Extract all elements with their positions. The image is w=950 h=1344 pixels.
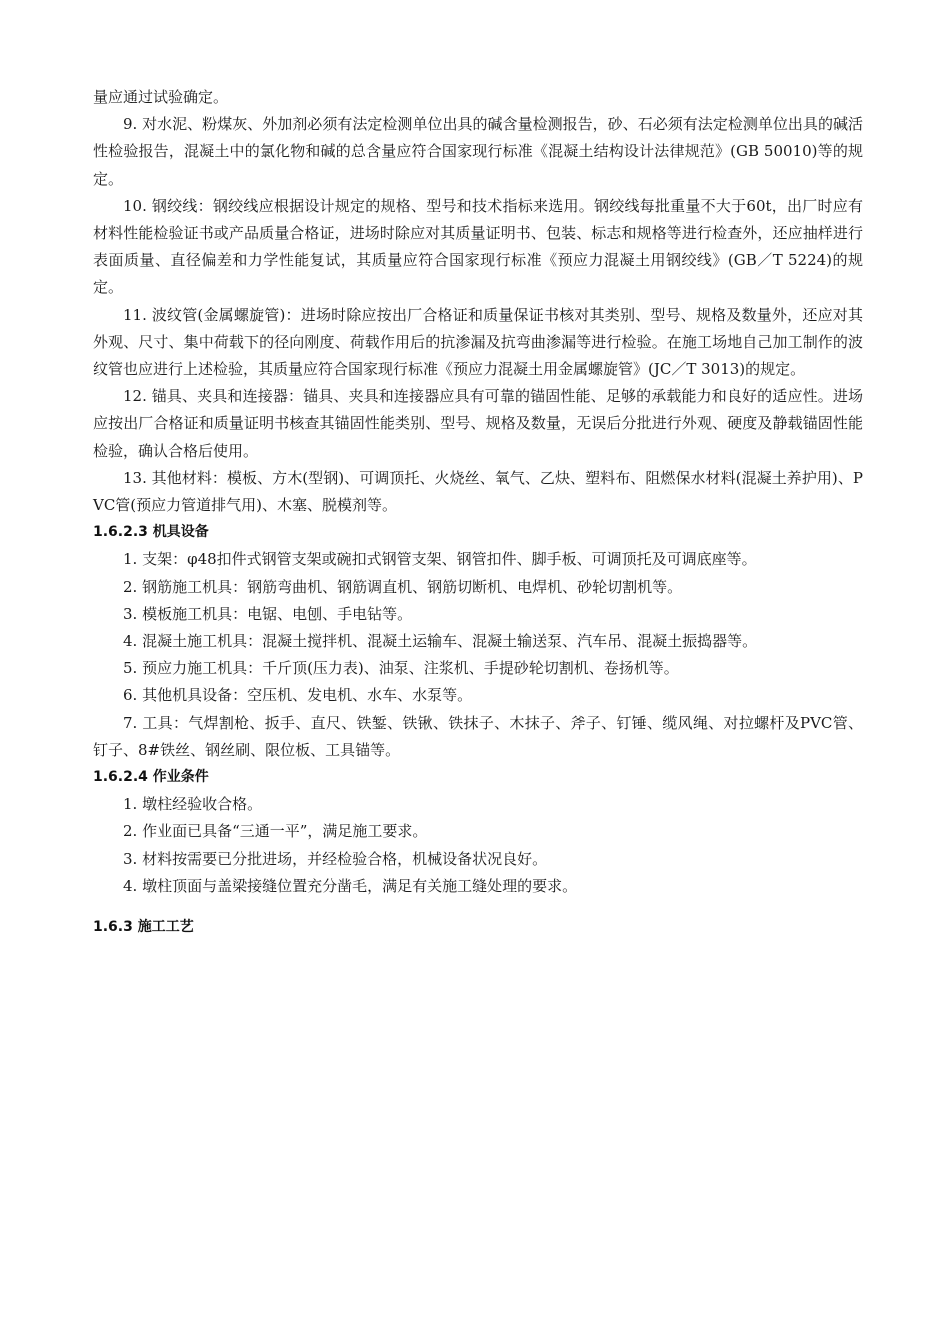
conditions-list bbox=[93, 791, 863, 900]
equipment-item: 3. 模板施工机具：电锯、电刨、手电钻等。 bbox=[123, 604, 413, 623]
condition-item: 3. 材料按需要已分批进场，并经检验合格，机械设备状况良好。 bbox=[123, 849, 548, 868]
section-heading-process: 1.6.3 施工工艺 bbox=[93, 919, 194, 936]
intro-line: 量应通过试验确定。 bbox=[93, 88, 229, 106]
document-page bbox=[93, 84, 863, 941]
materials-list bbox=[93, 111, 863, 519]
condition-item: 2. 作业面已具备“三通一平”，满足施工要求。 bbox=[123, 822, 428, 841]
material-item-12: 12. 锚具、夹具和连接器：锚具、夹具和连接器应具有可靠的锚固性能、足够的承载能力和良好的适应性。进场应按出厂合格证和质量证明书核查其锚固性能类别、型号、规格及数量，无误后分批进行外观、硬度及静载锚固性能检验，确认合格后使用。 bbox=[93, 387, 863, 460]
material-item-9: 9. 对水泥、粉煤灰、外加剂必须有法定检测单位出具的碱含量检测报告，砂、石必须有法定检测单位出具的碱活性检验报告，混凝土中的氯化物和碱的总含量应符合国家现行标准《混凝土结构设计法律规范》(GB 50010)等的规定。 bbox=[93, 115, 863, 188]
section-heading-conditions: 1.6.2.4 作业条件 bbox=[93, 769, 209, 786]
material-item-11: 11. 波纹管(金属螺旋管)：进场时除应按出厂合格证和质量保证书核对其类别、型号、规格及数量外，还应对其外观、尺寸、集中荷载下的径向刚度、荷载作用后的抗渗漏及抗弯曲渗漏等进行检验。在施工场地自己加工制作的波纹管也应进行上述检验，其质量应符合国家现行标准《预应力混凝土用金属螺旋管》(JC／T 3013)的规定。 bbox=[93, 305, 863, 379]
equipment-item: 7. 工具：气焊割枪、扳手、直尺、铁錾、铁锹、铁抹子、木抹子、斧子、钉锤、缆风绳、对拉螺杆及PVC管、钉子、8#铁丝、钢丝刷、限位板、工具锚等。 bbox=[93, 713, 863, 759]
equipment-item: 5. 预应力施工机具：千斤顶(压力表)、油泵、注浆机、手提砂轮切割机、卷扬机等。 bbox=[123, 659, 679, 678]
condition-item: 1. 墩柱经验收合格。 bbox=[123, 795, 263, 814]
equipment-item: 6. 其他机具设备：空压机、发电机、水车、水泵等。 bbox=[123, 686, 473, 705]
equipment-item: 4. 混凝土施工机具：混凝土搅拌机、混凝土运输车、混凝土输送泵、汽车吊、混凝土振捣器等。 bbox=[123, 632, 758, 651]
equipment-item: 1. 支架：φ48扣件式钢管支架或碗扣式钢管支架、钢管扣件、脚手板、可调顶托及可调底座等。 bbox=[123, 550, 757, 569]
condition-item: 4. 墩柱顶面与盖梁接缝位置充分凿毛，满足有关施工缝处理的要求。 bbox=[123, 876, 578, 895]
equipment-item: 2. 钢筋施工机具：钢筋弯曲机、钢筋调直机、钢筋切断机、电焊机、砂轮切割机等。 bbox=[123, 577, 683, 596]
material-item-10: 10. 钢绞线：钢绞线应根据设计规定的规格、型号和技术指标来选用。钢绞线每批重量不大于60t，出厂时应有材料性能检验证书或产品质量合格证，进场时除应对其质量证明书、包装、标志和规格等进行检查外，还应抽样进行表面质量、直径偏差和力学性能复试，其质量应符合国家现行标准《预应力混凝土用钢绞线》(GB／T 5224)的规定。 bbox=[93, 196, 863, 297]
equipment-list bbox=[93, 546, 863, 764]
section-heading-equipment: 1.6.2.3 机具设备 bbox=[93, 524, 209, 541]
material-item-13: 13. 其他材料：模板、方木(型钢)、可调顶托、火烧丝、氧气、乙炔、塑料布、阻燃保水材料(混凝土养护用)、PVC管(预应力管道排气用)、木塞、脱模剂等。 bbox=[93, 468, 863, 515]
